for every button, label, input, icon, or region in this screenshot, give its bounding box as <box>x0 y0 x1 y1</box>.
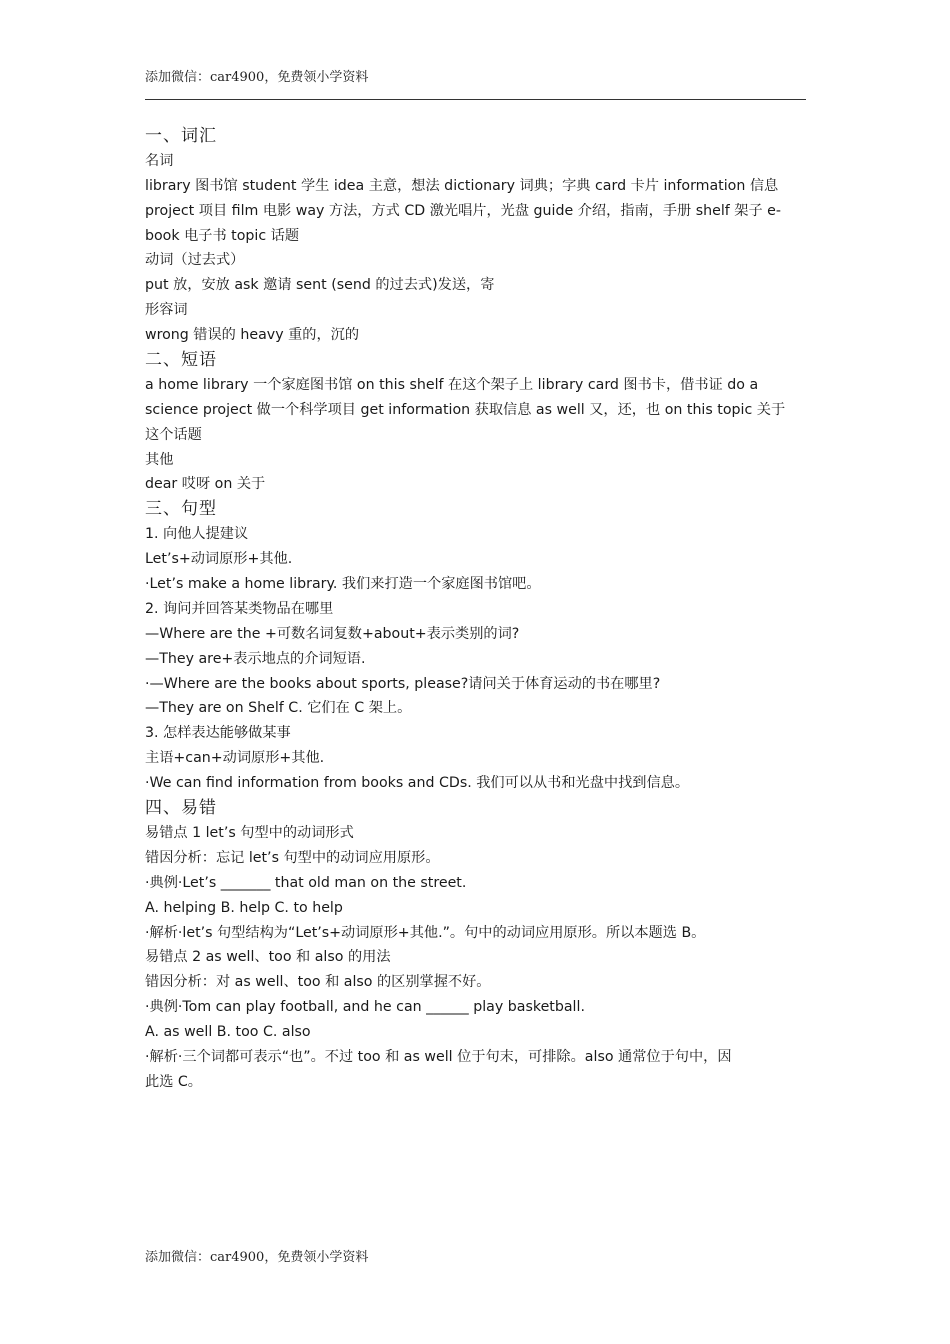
text-line: a home library 一个家庭图书馆 on this shelf 在这个架子上 library card 图书卡，借书证 do a <box>145 376 759 393</box>
text-line: 这个话题 <box>145 426 202 443</box>
page-footer: 添加微信：car4900，免费领小学资料 <box>145 1250 369 1265</box>
text-line: ·We can find information from books and CDs. 我们可以从书和光盘中找到信息。 <box>145 775 690 792</box>
section-heading: 一、词汇 <box>145 126 217 146</box>
text-line: book 电子书 topic 话题 <box>145 227 300 244</box>
text-line: project 项目 film 电影 way 方法，方式 CD 激光唱片，光盘 guide 介绍，指南，手册 shelf 架子 e- <box>145 202 782 219</box>
text-line: A. helping B. help C. to help <box>145 899 343 916</box>
text-line: 错因分析：忘记 let’s 句型中的动词应用原形。 <box>145 849 440 866</box>
text-line: A. as well B. too C. also <box>145 1024 311 1041</box>
text-line: ·典例·Tom can play football, and he can ______ play basketball. <box>145 999 585 1016</box>
text-line: dear 哎呀 on 关于 <box>145 476 266 493</box>
text-line: Let’s+动词原形+其他. <box>145 551 293 568</box>
section-heading: 三、句型 <box>145 499 217 520</box>
text-line: —They are+表示地点的介词短语. <box>145 650 366 667</box>
text-line: 3. 怎样表达能够做某事 <box>145 725 291 742</box>
text-line: ·—Where are the books about sports, please?请问关于体育运动的书在哪里? <box>145 675 661 692</box>
text-line: 1. 向他人提建议 <box>145 526 249 543</box>
text-line: put 放，安放 ask 邀请 sent (send 的过去式)发送，寄 <box>145 277 495 294</box>
text-line: ·解析·三个词都可表示“也”。不过 too 和 as well 位于句末，可排除。also 通常位于句中，因 <box>145 1048 732 1065</box>
text-line: 易错点 1 let’s 句型中的动词形式 <box>145 824 354 841</box>
document-body <box>145 124 806 1095</box>
text-line: 易错点 2 as well、too 和 also 的用法 <box>145 949 391 966</box>
text-line: ·典例·Let’s _______ that old man on the street. <box>145 874 467 891</box>
section-heading: 四、易错 <box>145 798 217 819</box>
text-line: —They are on Shelf C. 它们在 C 架上。 <box>145 700 412 717</box>
text-line: science project 做一个科学项目 get information 获取信息 as well 又，还，也 on this topic 关于 <box>145 401 786 418</box>
text-line: library 图书馆 student 学生 idea 主意，想法 dictionary 词典；字典 card 卡片 information 信息 <box>145 177 779 194</box>
text-line: 2. 询问并回答某类物品在哪里 <box>145 600 334 617</box>
text-line: 此选 C。 <box>145 1073 202 1090</box>
text-line: 错因分析：对 as well、too 和 also 的区别掌握不好。 <box>145 974 491 991</box>
text-line: 名词 <box>145 152 174 169</box>
text-line: —Where are the +可数名词复数+about+表示类别的词? <box>145 625 520 642</box>
text-line: 主语+can+动词原形+其他. <box>145 750 325 767</box>
text-line: ·解析·let’s 句型结构为“Let’s+动词原形+其他.”。句中的动词应用原形。所以本题选 B。 <box>145 924 706 941</box>
text-line: 其他 <box>145 451 174 468</box>
text-line: 形容词 <box>145 302 188 319</box>
section-heading: 二、短语 <box>145 350 217 371</box>
text-line: ·Let’s make a home library. 我们来打造一个家庭图书馆吧。 <box>145 576 541 593</box>
header-divider <box>145 99 806 100</box>
text-line: 动词（过去式） <box>145 252 245 269</box>
text-line: wrong 错误的 heavy 重的，沉的 <box>145 327 360 344</box>
page-header: 添加微信：car4900，免费领小学资料 <box>145 70 369 85</box>
